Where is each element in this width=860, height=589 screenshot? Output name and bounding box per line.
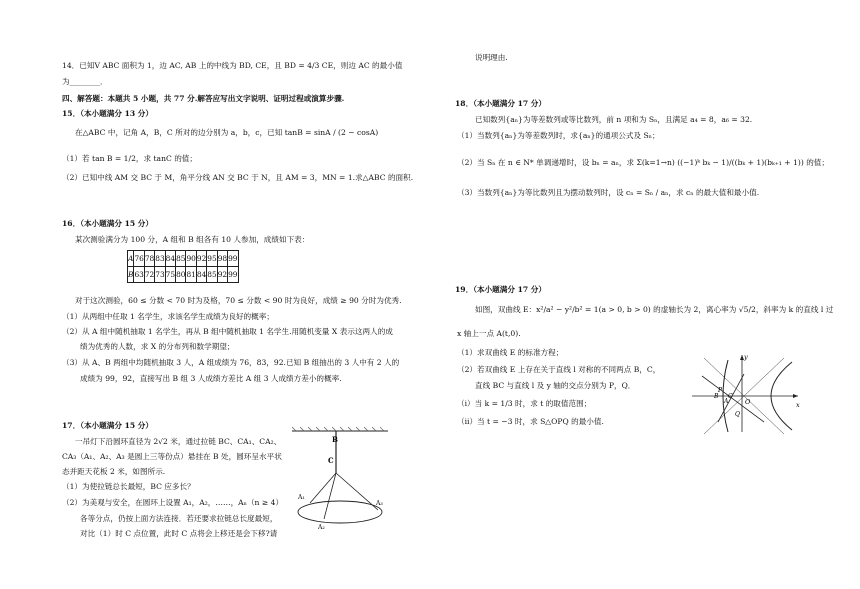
table-cell: B bbox=[128, 267, 134, 283]
q17-title: 17．（本小题满分 15 分） bbox=[62, 421, 153, 430]
q17-line2: CA₃（A₁、A₂、A₃ 是圆上三等份点）悬挂在 B 处，圆环呈水平状 bbox=[62, 452, 282, 461]
table-cell: 90 bbox=[186, 251, 196, 267]
table-cell: 84 bbox=[165, 251, 175, 267]
table-cell: 63 bbox=[134, 267, 144, 283]
label-x: x bbox=[796, 401, 800, 409]
q15-part1: （1）若 tan B = 1/2，求 tanC 的值； bbox=[62, 154, 197, 163]
q18-title: 18．（本小题满分 17 分） bbox=[455, 99, 546, 108]
score-table bbox=[127, 250, 239, 283]
table-cell: 85 bbox=[176, 251, 186, 267]
table-cell: 95 bbox=[207, 251, 217, 267]
label-a3: A₃ bbox=[376, 500, 383, 507]
q14-line1: 14．已知V ABC 面积为 1，边 AC, AB 上的中线为 BD, CE，且 BD = 4/3 CE，则边 AC 的最小值 bbox=[62, 61, 403, 70]
q15-title: 15．（本小题满分 13 分） bbox=[62, 109, 153, 118]
q16-part2b: 绩为优秀的人数，求 X 的分布列和数学期望； bbox=[80, 342, 235, 351]
q19-part1: （1）求双曲线 E 的标准方程； bbox=[457, 348, 564, 357]
table-cell: 99 bbox=[228, 267, 238, 283]
q16-part2a: （2）从 A 组中随机抽取 1 名学生，再从 B 组中随机抽取 1 名学生.用随机变量 X 表示这两人的成 bbox=[62, 327, 393, 336]
label-c: C bbox=[728, 393, 733, 400]
q16-part3a: （3）从 A、B 两组中均随机抽取 3 人，A 组成绩为 76，83，92.已知 B 组抽出的 3 人中有 2 人的 bbox=[62, 358, 400, 367]
label-a2: A₂ bbox=[318, 524, 325, 531]
q15-stem: 在△ABC 中，记角 A，B，C 所对的边分别为 a，b，c，已知 tanB = sinA / (2 − cosA) bbox=[75, 128, 379, 137]
q17-line1: 一吊灯下沿圆环直径为 2√2 米，通过拉链 BC、CA₁、CA₂、 bbox=[75, 437, 282, 446]
table-cell: 92 bbox=[196, 251, 206, 267]
q16-part3b: 成绩为 99，92，直接写出 B 组 3 人成绩方差比 A 组 3 人成绩方差小的概率. bbox=[80, 374, 342, 383]
label-q: Q bbox=[735, 411, 740, 418]
ring bbox=[298, 501, 382, 523]
q18-stem: 已知数列{aₙ}为等差数列或等比数列，前 n 项和为 Sₙ，且满足 a₄ = 8，a₆ = 32. bbox=[475, 115, 753, 124]
table-cell: 84 bbox=[196, 267, 206, 283]
table-cell: 99 bbox=[228, 251, 238, 267]
q19-stem1: 如图，双曲线 E：x²/a² − y²/b² = 1(a > 0, b > 0) 的虚轴长为 2，离心率为 √5/2，斜率为 k 的直线 l 过 bbox=[475, 305, 834, 314]
section4-heading: 四、解答题：本题共 5 小题，共 77 分.解答应写出文字说明、证明过程或演算步骤. bbox=[62, 94, 345, 103]
table-cell: 80 bbox=[176, 267, 186, 283]
q18-part1: （1）当数列{aₙ}为等差数列时，求{aₙ}的通项公式及 Sₙ； bbox=[457, 131, 660, 140]
q19-part-ii: （ii）当 t = −3 时，求 S△OPQ 的最小值. bbox=[457, 417, 604, 426]
chandelier-figure bbox=[290, 425, 390, 533]
label-o: O bbox=[745, 398, 751, 406]
q19-part-i: （i）当 k = 1/3 时，求 t 的取值范围； bbox=[457, 399, 592, 408]
table-cell: 83 bbox=[155, 251, 165, 267]
hyperbola-figure bbox=[688, 350, 806, 435]
x-axis-arrow-icon bbox=[793, 394, 798, 398]
table-cell: A bbox=[128, 251, 134, 267]
q14-line2: 为________． bbox=[62, 77, 108, 86]
label-b: B bbox=[714, 393, 719, 400]
q19-title: 19．（本小题满分 17 分） bbox=[455, 285, 546, 294]
label-a1: A₁ bbox=[298, 494, 305, 501]
q16-part1: （1）从两组中任取 1 名学生，求该名学生成绩为良好的概率； bbox=[62, 312, 274, 321]
table-cell: 81 bbox=[186, 267, 196, 283]
line-l bbox=[702, 376, 764, 422]
table-cell: 75 bbox=[165, 267, 175, 283]
table-cell: 78 bbox=[144, 251, 154, 267]
q17-part2b: 各等分点，仍按上面方法连接．若还要求拉链总长度最短， bbox=[80, 514, 278, 523]
q17-continuation: 说明理由. bbox=[475, 53, 508, 62]
label-b: B bbox=[332, 435, 338, 444]
q16-criteria: 对于这次测验，60 ≤ 分数 < 70 时为及格，70 ≤ 分数 < 90 时为良好，成绩 ≥ 90 分时为优秀. bbox=[75, 296, 402, 305]
q18-part3: （3）当数列{aₙ}为等比数列且为摆动数列时，设 cₙ = Sₙ / aₙ，求 cₙ 的最大值和最小值. bbox=[457, 188, 760, 197]
q15-part2: （2）已知中线 AM 交 BC 于 M，角平分线 AN 交 BC 于 N，且 AM = 3，MN = 1.求△ABC 的面积. bbox=[62, 173, 414, 182]
label-y: y bbox=[744, 353, 748, 361]
table-cell: 92 bbox=[217, 267, 227, 283]
q18-part2: （2）当 Sₙ 在 n ∈ N* 单调递增时，设 bₙ = aₙ，求 Σ(k=1→n) ((−1)ᵏ bₖ − 1)/((bₖ + 1)(bₖ₊₁ + 1)) 的值； bbox=[457, 158, 829, 167]
table-row bbox=[128, 251, 239, 267]
label-a: A bbox=[724, 398, 729, 405]
table-cell: 72 bbox=[144, 267, 154, 283]
table-row bbox=[128, 267, 239, 283]
table-cell: 76 bbox=[134, 251, 144, 267]
label-c: C bbox=[328, 456, 334, 465]
q16-title: 16．（本小题满分 15 分） bbox=[62, 219, 153, 228]
table-cell: 85 bbox=[207, 267, 217, 283]
q19-stem2: x 轴上一点 A(t,0). bbox=[457, 329, 521, 338]
q17-part2c: 对比（1）时 C 点位置，此时 C 点将会上移还是会下移?请 bbox=[80, 529, 278, 538]
q16-stem: 某次测验满分为 100 分，A 组和 B 组各有 10 人参加，成绩如下表： bbox=[75, 235, 310, 244]
q19-part2b: 直线 BC 与直线 l 及 y 轴的交点分别为 P，Q． bbox=[475, 381, 636, 390]
label-p: P bbox=[718, 387, 723, 394]
q17-part1: （1）为使拉链总长最短，BC 应多长？ bbox=[62, 482, 195, 491]
q19-part2a: （2）若双曲线 E 上存在关于直线 l 对称的不同两点 B，C， bbox=[457, 365, 661, 374]
q17-line3: 态并距天花板 2 米，如图所示. bbox=[62, 467, 166, 476]
table-cell: 98 bbox=[217, 251, 227, 267]
q17-part2a: （2）为美观与安全，在圆环上设置 A₁，A₂，……，Aₙ（n ≥ 4） bbox=[62, 498, 284, 507]
ceiling-hatch bbox=[292, 427, 384, 431]
table-cell: 73 bbox=[155, 267, 165, 283]
